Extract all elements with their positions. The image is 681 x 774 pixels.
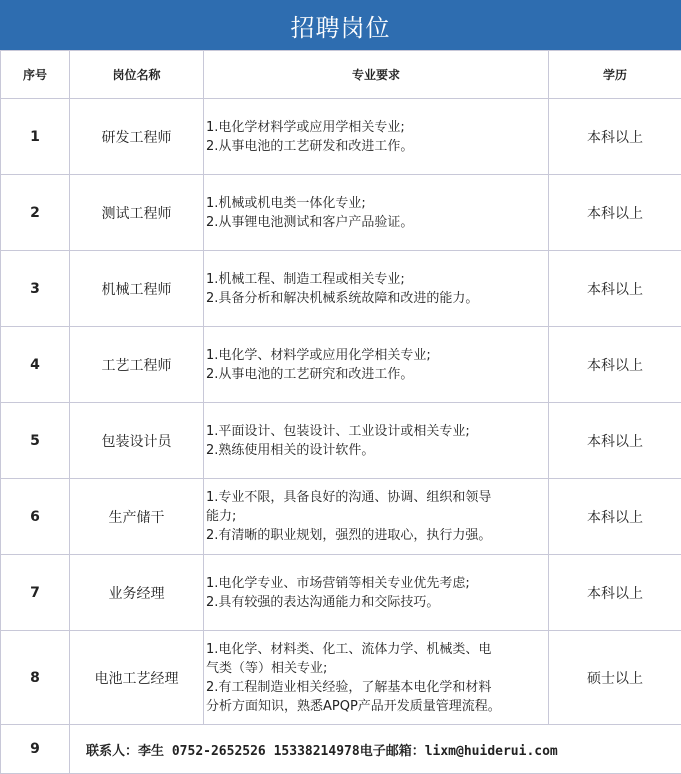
page-title: 招聘岗位	[0, 0, 681, 50]
header-index: 序号	[1, 51, 70, 99]
requirements-cell	[204, 327, 549, 403]
requirement-line: 1.平面设计、包装设计、工业设计或相关专业;	[206, 422, 542, 441]
requirement-line: 气类（等）相关专业;	[206, 659, 542, 678]
requirement-line: 1.专业不限，具备良好的沟通、协调、组织和领导	[206, 488, 542, 507]
table-row	[1, 327, 681, 403]
contact-person: 联系人：李生	[86, 744, 164, 759]
contact-email[interactable]: lixm@huiderui.com	[425, 744, 558, 759]
requirements-cell	[204, 479, 549, 555]
row-index: 4	[1, 327, 70, 403]
table-row	[1, 479, 681, 555]
education-level: 本科以上	[549, 327, 681, 403]
table-row	[1, 555, 681, 631]
contact-phone: 0752-2652526	[172, 744, 266, 759]
requirement-line: 能力;	[206, 507, 542, 526]
table-header-row	[1, 51, 681, 99]
row-index: 7	[1, 555, 70, 631]
row-index: 1	[1, 99, 70, 175]
header-education: 学历	[549, 51, 681, 99]
position-name: 包装设计员	[70, 403, 204, 479]
requirements-cell	[204, 555, 549, 631]
header-requirements: 专业要求	[204, 51, 549, 99]
contact-mobile: 15338214978	[274, 744, 360, 759]
row-index: 5	[1, 403, 70, 479]
requirements-cell	[204, 631, 549, 725]
requirements-cell	[204, 403, 549, 479]
position-name: 研发工程师	[70, 99, 204, 175]
position-name: 机械工程师	[70, 251, 204, 327]
requirement-line: 2.具有较强的表达沟通能力和交际技巧。	[206, 593, 542, 612]
education-level: 硕士以上	[549, 631, 681, 725]
table-row	[1, 631, 681, 725]
row-index: 3	[1, 251, 70, 327]
requirement-line: 2.熟练使用相关的设计软件。	[206, 441, 542, 460]
contact-row	[1, 725, 681, 774]
requirements-cell	[204, 99, 549, 175]
position-name: 电池工艺经理	[70, 631, 204, 725]
table-row	[1, 99, 681, 175]
position-name: 业务经理	[70, 555, 204, 631]
education-level: 本科以上	[549, 99, 681, 175]
education-level: 本科以上	[549, 479, 681, 555]
education-level: 本科以上	[549, 251, 681, 327]
table-row	[1, 403, 681, 479]
contact-info	[70, 725, 681, 774]
requirement-line: 2.从事锂电池测试和客户产品验证。	[206, 213, 542, 232]
row-index: 6	[1, 479, 70, 555]
requirement-line: 1.电化学、材料学或应用化学相关专业;	[206, 346, 542, 365]
row-index: 9	[1, 725, 70, 774]
requirement-line: 1.电化学专业、市场营销等相关专业优先考虑;	[206, 574, 542, 593]
table-row	[1, 251, 681, 327]
education-level: 本科以上	[549, 175, 681, 251]
requirements-cell	[204, 251, 549, 327]
requirement-line: 1.机械或机电类一体化专业;	[206, 194, 542, 213]
requirement-line: 2.有工程制造业相关经验，了解基本电化学和材料	[206, 678, 542, 697]
requirement-line: 2.从事电池的工艺研发和改进工作。	[206, 137, 542, 156]
row-index: 2	[1, 175, 70, 251]
position-name: 工艺工程师	[70, 327, 204, 403]
education-level: 本科以上	[549, 555, 681, 631]
requirements-cell	[204, 175, 549, 251]
row-index: 8	[1, 631, 70, 725]
email-label: 电子邮箱：	[360, 744, 425, 759]
table-row	[1, 175, 681, 251]
requirement-line: 分析方面知识，熟悉APQP产品开发质量管理流程。	[206, 697, 542, 716]
requirement-line: 1.电化学、材料类、化工、流体力学、机械类、电	[206, 640, 542, 659]
requirement-line: 2.有清晰的职业规划，强烈的进取心，执行力强。	[206, 526, 542, 545]
requirement-line: 1.电化学材料学或应用学相关专业;	[206, 118, 542, 137]
position-name: 生产储干	[70, 479, 204, 555]
header-position: 岗位名称	[70, 51, 204, 99]
position-name: 测试工程师	[70, 175, 204, 251]
education-level: 本科以上	[549, 403, 681, 479]
requirement-line: 2.具备分析和解决机械系统故障和改进的能力。	[206, 289, 542, 308]
job-table	[0, 50, 681, 774]
requirement-line: 1.机械工程、制造工程或相关专业;	[206, 270, 542, 289]
requirement-line: 2.从事电池的工艺研究和改进工作。	[206, 365, 542, 384]
